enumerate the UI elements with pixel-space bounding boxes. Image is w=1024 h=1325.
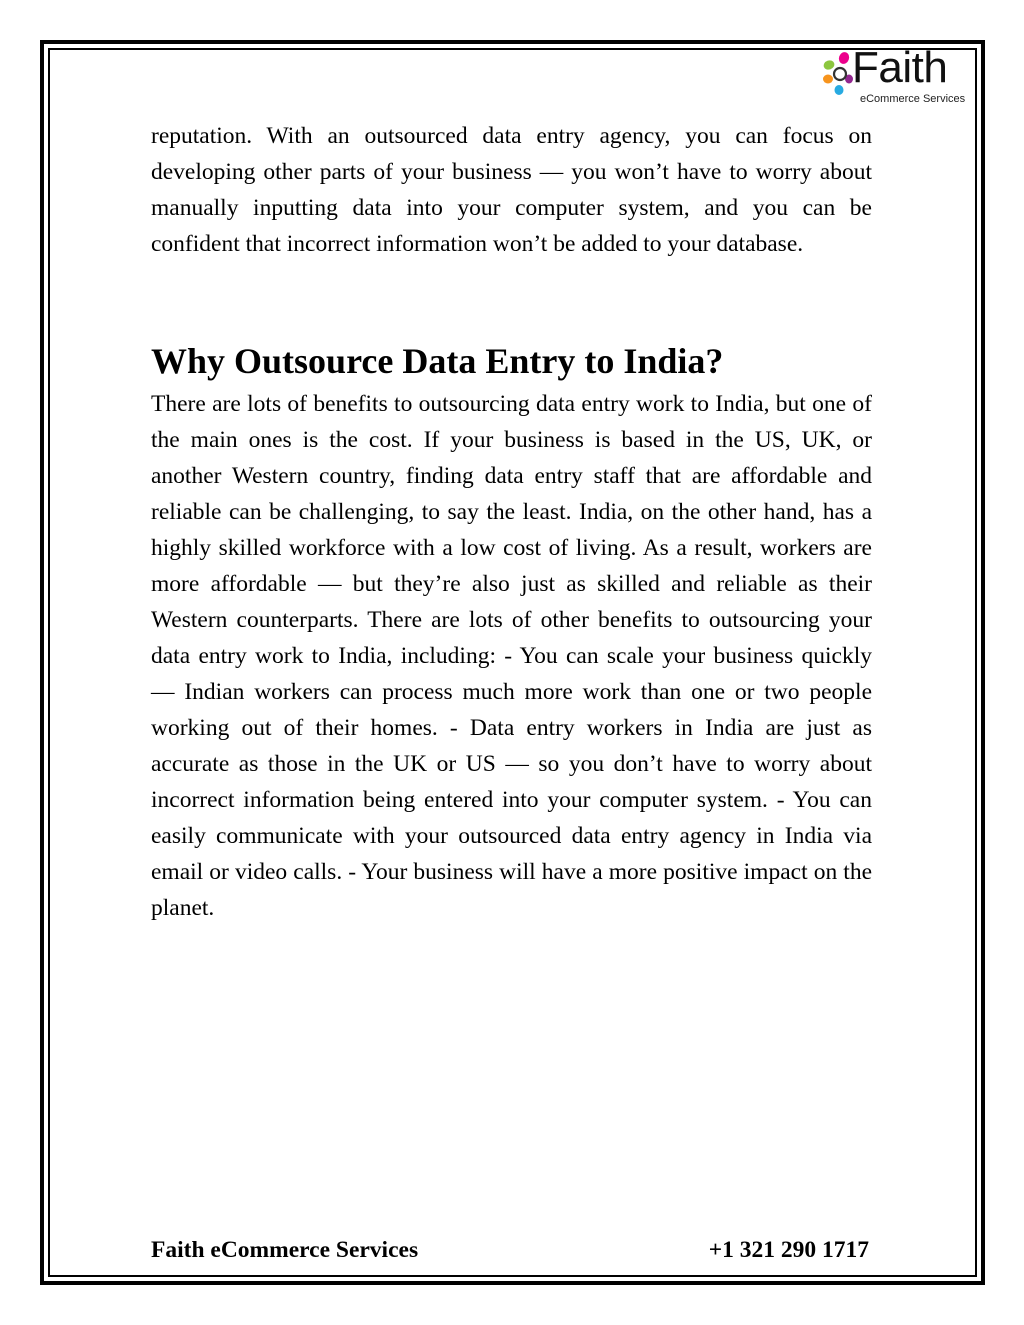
footer-company-name: Faith eCommerce Services — [151, 1237, 419, 1263]
flower-logo-icon — [820, 50, 854, 96]
footer-phone-number: +1 321 290 1717 — [708, 1237, 869, 1263]
logo-tagline: eCommerce Services — [860, 93, 966, 105]
section-heading: Why Outsource Data Entry to India? — [151, 341, 724, 381]
document-body — [151, 118, 872, 926]
faith-logo — [820, 43, 978, 108]
intro-paragraph: reputation. With an outsourced data entry agency, you can focus on developing other parts of your business — you won’t have to worry about manually inputting data into your computer system, and you can be confident that incorrect information won’t be added to your database. — [151, 123, 872, 257]
logo-wordmark: Faith — [852, 43, 948, 92]
main-paragraph: There are lots of benefits to outsourcing data entry work to India, but one of the main ones is the cost. If your business is based in the US, UK, or another Western country, finding data entry staff that are affordable and reliable can be challenging, to say the least. India, on the other hand, has a highly skilled workforce with a low cost of living. As a result, workers are more affordable — but they’re also just as skilled and reliable as their Western counterparts. There are lots of other benefits to outsourcing your data entry work to India, including: - You can scale your business quickly — Indian workers can process much more work than one or two people working out of their homes. - Data entry workers in India are just as accurate as those in the UK or US — so you don’t have to worry about incorrect information being entered into your computer system. - You can easily communicate with your outsourced data entry agency in India via email or video calls. - Your business will have a more positive impact on the planet. — [151, 391, 872, 921]
